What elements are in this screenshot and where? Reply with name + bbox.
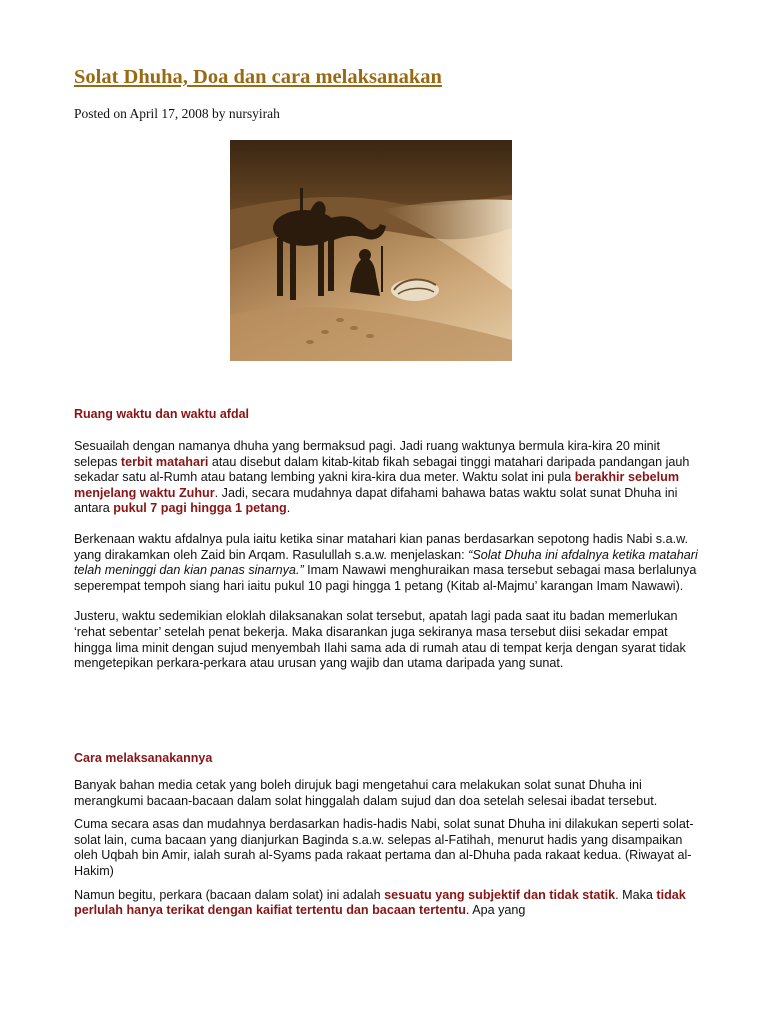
- paragraph: Berkenaan waktu afdalnya pula iaitu ketika sinar matahari kian panas berdasarkan sepotong hadis Nabi s.a.w. yang dirakamkan oleh Zaid bin Arqam. Rasulullah s.a.w. menjelaskan: “Solat Dhuha ini afdalnya ketika matahari telah meninggi dan kian panas sinarnya.” Imam Nawawi menghuraikan masa tersebut sebagai masa berlalunya seperempat tempoh siang hari iaitu pukul 10 pagi hingga 1 petang (Kitab al-Majmu’ karangan Imam Nawawi).: [74, 531, 698, 593]
- section-waktu: [74, 407, 704, 672]
- post-meta: Posted on April 17, 2008 by nursyirah: [74, 106, 280, 121]
- article-photo: [230, 140, 512, 361]
- section-cara: [74, 751, 704, 919]
- section-heading: Cara melaksanakannya: [74, 751, 213, 765]
- paragraph: Banyak bahan media cetak yang boleh dirujuk bagi mengetahui cara melakukan solat sunat Dhuha ini merangkumi bacaan-bacaan dalam solat hinggalah dalam sujud dan doa setelah selesai ibadat tersebut.: [74, 778, 658, 808]
- article-title-link[interactable]: Solat Dhuha, Doa dan cara melaksanakan: [74, 66, 442, 88]
- section-heading: Ruang waktu dan waktu afdal: [74, 407, 250, 421]
- paragraph: Cuma secara asas dan mudahnya berdasarkan hadis-hadis Nabi, solat sunat Dhuha ini dilakukan seperti solat-solat lain, cuma bacaan yang dianjurkan Baginda s.a.w. selepas al-Fatihah, menurut hadis yang disampaikan oleh Uqbah bin Amir, ialah surah al-Syams pada rakaat pertama dan al-Dhuha pada rakaat kedua. (Riwayat al-Hakim): [74, 817, 694, 878]
- article: [74, 64, 704, 918]
- paragraph: Sesuailah dengan namanya dhuha yang bermaksud pagi. Jadi ruang waktunya bermula kira-kira 20 minit selepas terbit matahari atau disebut dalam kitab-kitab fikah sebagai tinggi matahari daripada pandangan jauh sekadar satu al-Rumh atau batang lembing yakni kira-kira dua meter. Waktu solat ini pula berakhir sebelum menjelang waktu Zuhur. Jadi, secara mudahnya dapat difahami bahawa batas waktu solat sunat Dhuha ini antara pukul 7 pagi hingga 1 petang.: [74, 439, 690, 516]
- paragraph: Justeru, waktu sedemikian eloklah dilaksanakan solat tersebut, apatah lagi pada saat itu badan memerlukan ‘rehat sebentar’ setelah penat bekerja. Maka disarankan juga sekiranya masa tersebut diisi sekadar empat hingga lima minit dengan sujud menyembah Ilahi sama ada di rumah atau di tempat kerja dengan syarat tidak mengetepikan perkara-perkara atau urusan yang wajib dan utama daripada yang sunat.: [74, 609, 686, 671]
- paragraph: Namun begitu, perkara (bacaan dalam solat) ini adalah sesuatu yang subjektif dan tidak statik. Maka tidak perlulah hanya terikat dengan kaifiat tertentu dan bacaan tertentu. Apa yang: [74, 887, 686, 918]
- baggage-bundle: [391, 279, 439, 301]
